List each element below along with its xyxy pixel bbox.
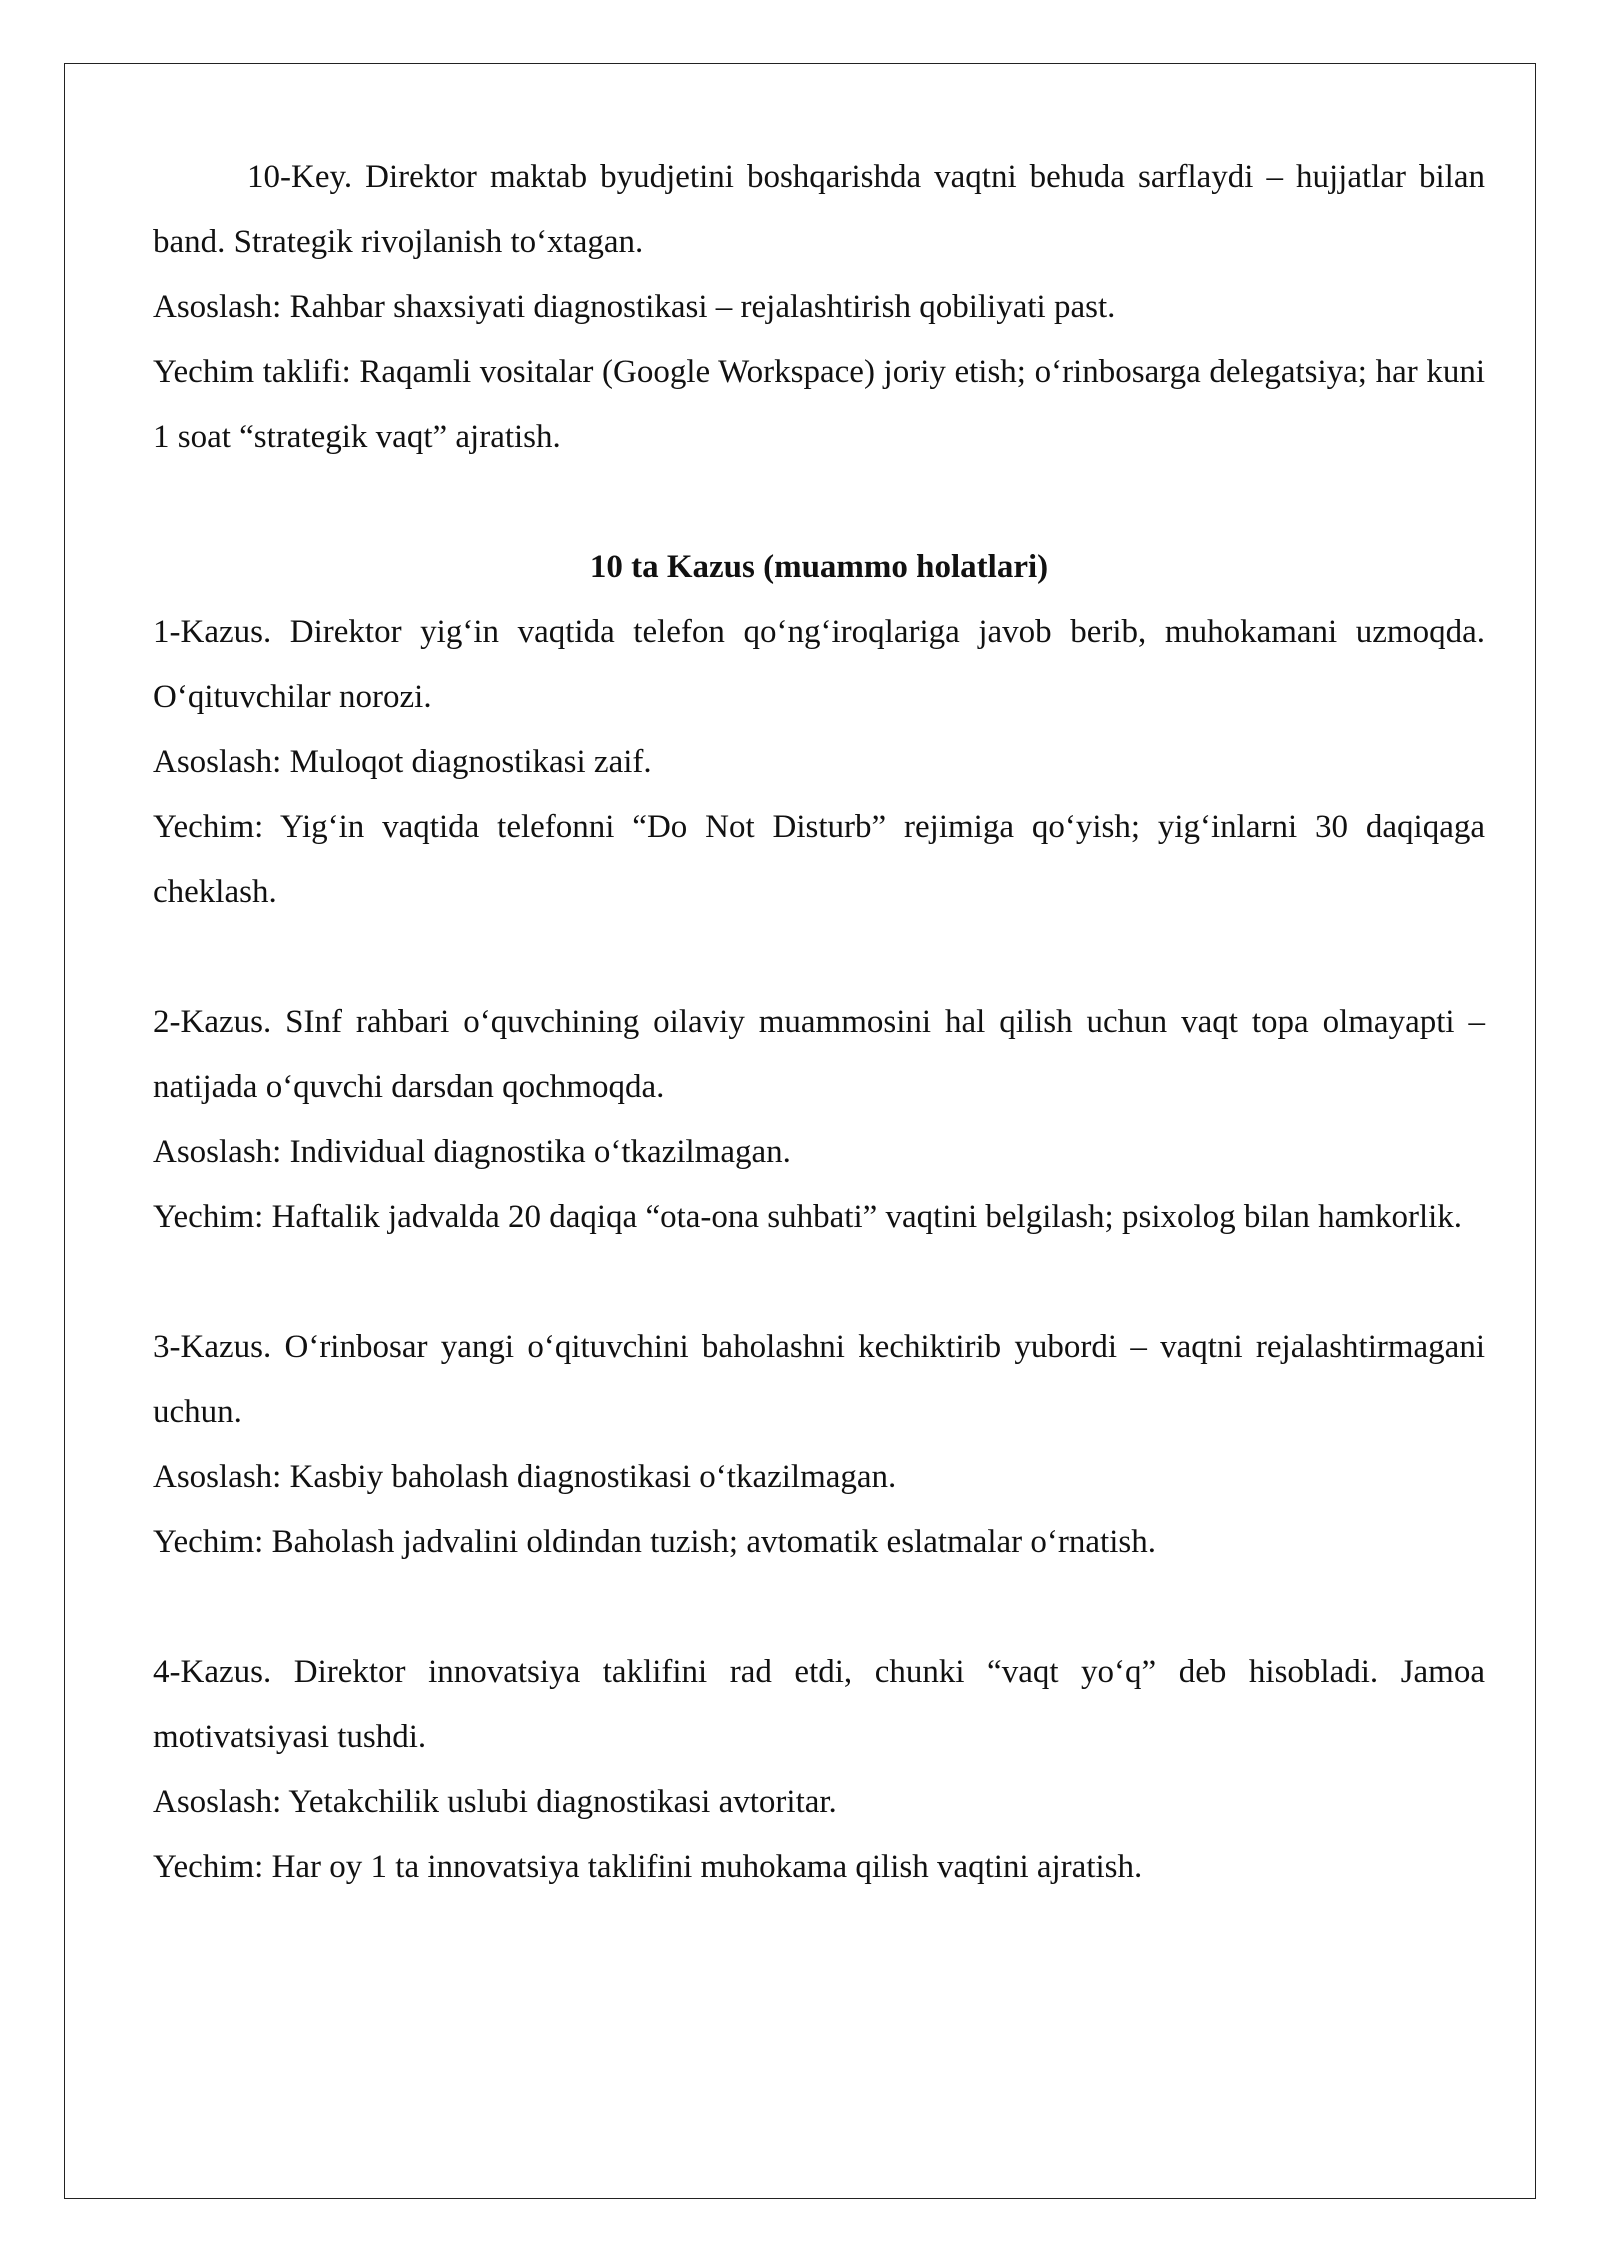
case-2-solution: Yechim: Haftalik jadvalda 20 daqiqa “ota-ona suhbati” vaqtini belgilash; psixolog bilan hamkorlik. bbox=[153, 1199, 1463, 1235]
case-10-solution: Yechim taklifi: Raqamli vositalar (Google Workspace) joriy etish; o‘rinbosarga delegatsiya; har kuni 1 soat “strategik vaqt” ajratish. bbox=[153, 354, 1485, 455]
case-3-text: 3-Kazus. O‘rinbosar yangi o‘qituvchini baholashni kechiktirib yubordi – vaqtni rejalashtirmagani uchun. bbox=[153, 1329, 1485, 1430]
spacer bbox=[153, 470, 1485, 535]
case-4-reason: Asoslash: Yetakchilik uslubi diagnostikasi avtoritar. bbox=[153, 1784, 837, 1820]
case-4-text: 4-Kazus. Direktor innovatsiya taklifini rad etdi, chunki “vaqt yo‘q” deb hisobladi. Jamoa motivatsiyasi tushdi. bbox=[153, 1654, 1485, 1755]
spacer bbox=[153, 1250, 1485, 1315]
section-heading: 10 ta Kazus (muammo holatlari) bbox=[589, 549, 1049, 585]
document-body bbox=[153, 145, 1485, 1900]
case-4-solution: Yechim: Har oy 1 ta innovatsiya taklifini muhokama qilish vaqtini ajratish. bbox=[153, 1849, 1143, 1885]
case-3-reason: Asoslash: Kasbiy baholash diagnostikasi o‘tkazilmagan. bbox=[153, 1459, 897, 1495]
spacer bbox=[153, 1575, 1485, 1640]
case-10-reason: Asoslash: Rahbar shaxsiyati diagnostikasi – rejalashtirish qobiliyati past. bbox=[153, 289, 1116, 325]
case-10-text: 10-Key. Direktor maktab byudjetini boshqarishda vaqtni behuda sarflaydi – hujjatlar bilan band. Strategik rivojlanish to‘xtagan. bbox=[153, 159, 1485, 260]
spacer bbox=[153, 925, 1485, 990]
case-1-text: 1-Kazus. Direktor yig‘in vaqtida telefon qo‘ng‘iroqlariga javob berib, muhokamani uzmoqda. O‘qituvchilar norozi. bbox=[153, 614, 1485, 715]
case-2-text: 2-Kazus. SInf rahbari o‘quvchining oilaviy muammosini hal qilish uchun vaqt topa olmayapti – natijada o‘quvchi darsdan qochmoqda. bbox=[153, 1004, 1485, 1105]
case-1-solution: Yechim: Yig‘in vaqtida telefonni “Do Not Disturb” rejimiga qo‘yish; yig‘inlarni 30 daqiqaga cheklash. bbox=[153, 809, 1485, 910]
case-1-reason: Asoslash: Muloqot diagnostikasi zaif. bbox=[153, 744, 652, 780]
case-3-solution: Yechim: Baholash jadvalini oldindan tuzish; avtomatik eslatmalar o‘rnatish. bbox=[153, 1524, 1156, 1560]
case-2-reason: Asoslash: Individual diagnostika o‘tkazilmagan. bbox=[153, 1134, 791, 1170]
